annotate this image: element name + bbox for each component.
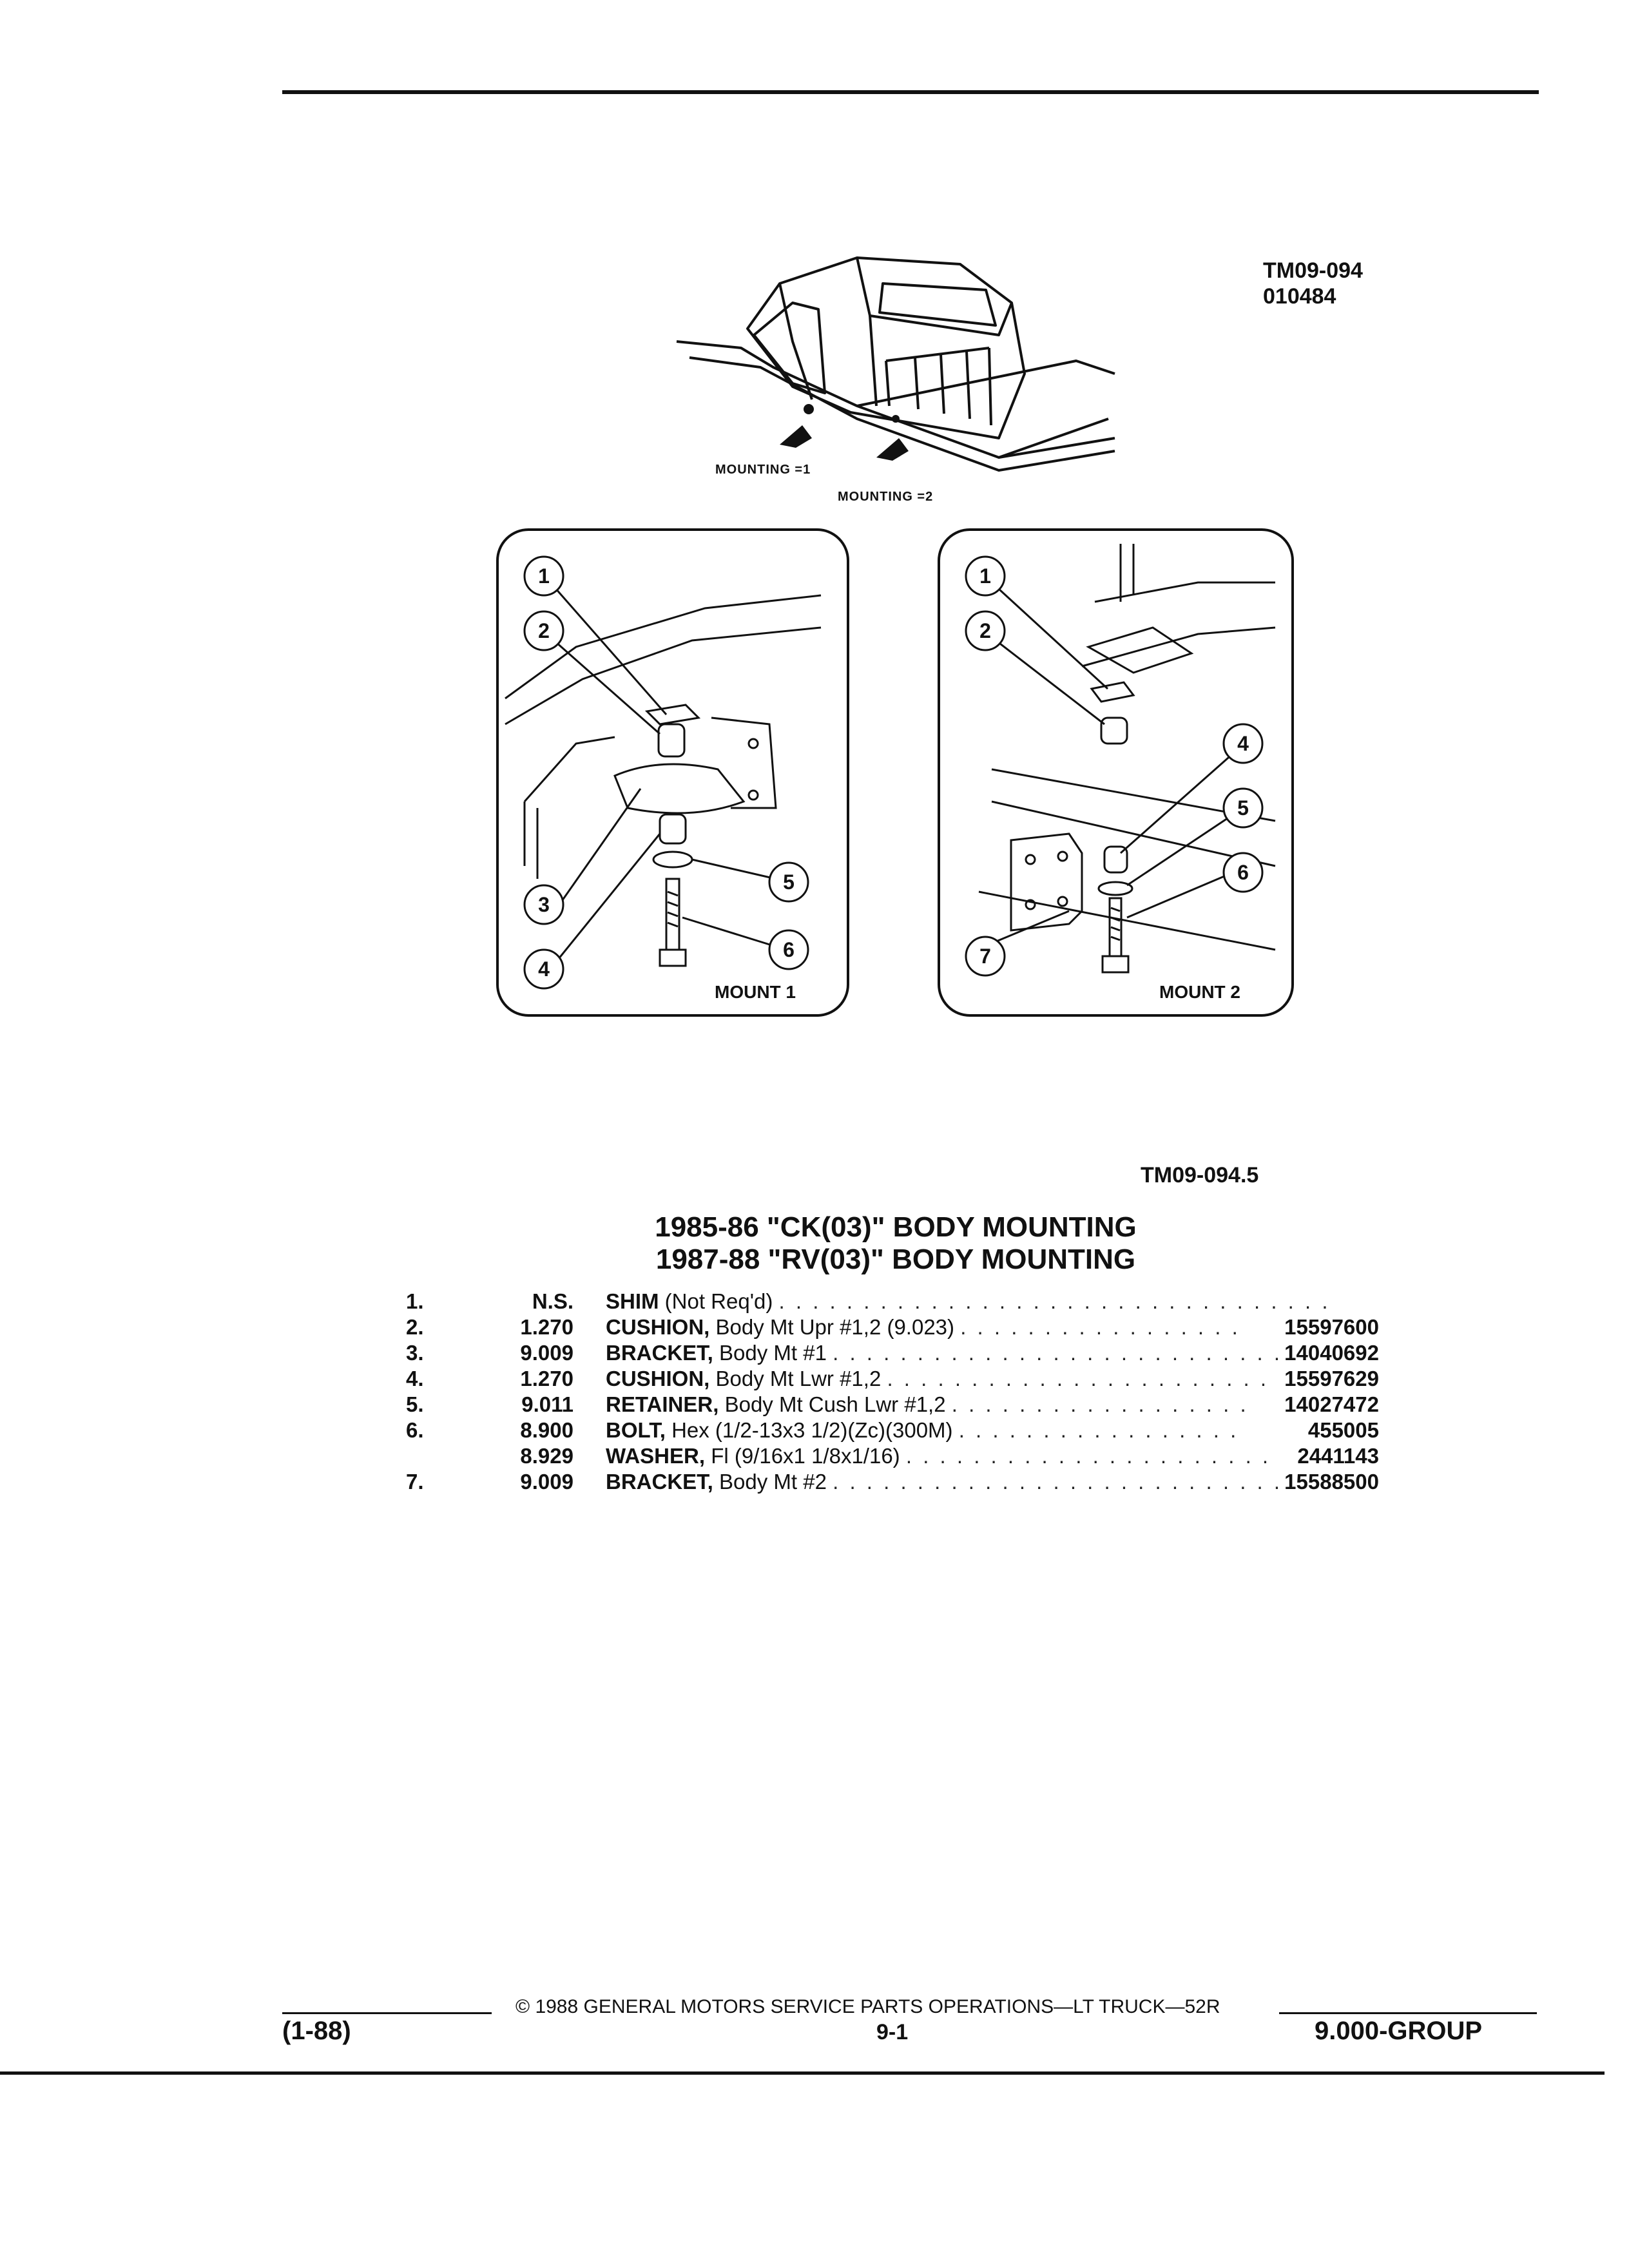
mount-1-callout: 2 — [538, 619, 550, 642]
mounting-1-label: MOUNTING =1 — [715, 463, 811, 477]
mount-2-callout: 6 — [1237, 861, 1249, 884]
part-number: 455005 — [1307, 1418, 1379, 1442]
mount-1-callout: 5 — [783, 870, 795, 894]
table-row: 6. 8.900 BOLT, Hex (1/2-13x3 1/2)(Zc)(300M) . . . . . . . . . . . . . . . . . 455005 — [406, 1418, 1379, 1442]
footer-rule-right — [1279, 2012, 1537, 2014]
mount-1-callout: 6 — [783, 938, 795, 961]
part-detail: Body Mt Lwr #1,2 — [715, 1367, 882, 1390]
part-number: 14027472 — [1284, 1392, 1379, 1416]
part-index: 5. — [406, 1392, 424, 1416]
overview-figure-code: TM09-094 — [1263, 258, 1363, 283]
mounting-2-arrow-icon — [876, 438, 909, 461]
part-group: 8.929 — [520, 1444, 574, 1468]
part-detail: Body Mt #2 — [719, 1470, 827, 1494]
part-name: CUSHION, — [606, 1315, 710, 1339]
mounting-1-arrow-icon — [780, 425, 812, 448]
table-row: 4. 1.270 CUSHION, Body Mt Lwr #1,2 . . . . . . . . . . . . . . . . . . . . . . . 15597629 — [406, 1367, 1379, 1390]
mount-1-exploded-illustration — [499, 531, 847, 1014]
part-number: 14040692 — [1284, 1341, 1379, 1365]
table-row: 3. 9.009 BRACKET, Body Mt #1 . . . . . . . . . . . . . . . . . . . . . . . . . . . . 14040692 — [406, 1341, 1379, 1365]
part-detail: Hex (1/2-13x3 1/2)(Zc)(300M) — [671, 1418, 953, 1442]
part-group: 1.270 — [520, 1367, 574, 1390]
part-name: SHIM — [606, 1289, 659, 1313]
footer-rule-left — [282, 2012, 492, 2014]
table-row: 7. 9.009 BRACKET, Body Mt #2 . . . . . . . . . . . . . . . . . . . . . . . . . . . . 15588500 — [406, 1470, 1379, 1494]
part-number: 15597629 — [1284, 1367, 1379, 1390]
mount-2-detail-panel — [938, 528, 1294, 1017]
mount-2-callout: 4 — [1237, 732, 1249, 755]
table-row: 5. 9.011 RETAINER, Body Mt Cush Lwr #1,2 . . . . . . . . . . . . . . . . . . 14027472 — [406, 1392, 1379, 1416]
part-name: CUSHION, — [606, 1367, 710, 1390]
part-index: 1. — [406, 1289, 424, 1313]
detail-figure-code: TM09-094.5 — [1141, 1163, 1259, 1187]
part-index: 6. — [406, 1418, 424, 1442]
bottom-page-rule — [0, 2071, 1605, 2075]
part-index: 2. — [406, 1315, 424, 1339]
part-index: 7. — [406, 1470, 424, 1494]
table-row: 8.929 WASHER, Fl (9/16x1 1/8x1/16) . . . . . . . . . . . . . . . . . . . . . . 2441143 — [361, 1443, 1392, 1469]
mount-1-label: MOUNT 1 — [715, 982, 796, 1002]
mount-2-callout: 2 — [979, 619, 991, 642]
footer-copyright: © 1988 GENERAL MOTORS SERVICE PARTS OPERATIONS—LT TRUCK—52R — [516, 1996, 1220, 2017]
mount-1-callout: 4 — [538, 957, 550, 981]
table-row: 1. N.S. SHIM (Not Req'd) . . . . . . . . . . . . . . . . . . . . . . . . . . . . . . . . . — [406, 1289, 1331, 1313]
header-rule — [282, 90, 1539, 94]
part-detail: Body Mt Cush Lwr #1,2 — [724, 1392, 946, 1416]
mount-2-exploded-illustration — [940, 531, 1291, 1014]
part-number: 15597600 — [1284, 1315, 1379, 1339]
mounting-2-label: MOUNTING =2 — [838, 490, 934, 504]
part-number: 2441143 — [1297, 1444, 1379, 1468]
part-name: WASHER, — [606, 1444, 706, 1468]
mount-2-label: MOUNT 2 — [1159, 982, 1240, 1002]
part-group: 8.900 — [520, 1418, 574, 1442]
part-detail: Fl (9/16x1 1/8x1/16) — [711, 1444, 900, 1468]
mount-2-callout: 7 — [979, 945, 991, 968]
part-detail: Body Mt Upr #1,2 (9.023) — [715, 1315, 955, 1339]
mount-1-detail-panel — [496, 528, 849, 1017]
part-group: N.S. — [532, 1289, 574, 1313]
part-name: BRACKET, — [606, 1341, 713, 1365]
part-detail: Body Mt #1 — [719, 1341, 827, 1365]
mount-1-callout: 1 — [538, 564, 550, 588]
footer-group: 9.000-GROUP — [1315, 2017, 1483, 2045]
footer-revision: (1-88) — [282, 2017, 351, 2045]
part-index: 3. — [406, 1341, 424, 1365]
part-group: 1.270 — [520, 1315, 574, 1339]
part-group: 9.009 — [520, 1470, 574, 1494]
part-name: BOLT, — [606, 1418, 666, 1442]
mount-2-callout: 1 — [979, 564, 991, 588]
footer-page-number: 9-1 — [876, 2020, 909, 2044]
part-number: 15588500 — [1284, 1470, 1379, 1494]
section-title: 1985-86 "CK(03)" BODY MOUNTING — [655, 1211, 1137, 1243]
part-name: BRACKET, — [606, 1470, 713, 1494]
mount-1-callout: 3 — [538, 893, 550, 916]
section-title: 1987-88 "RV(03)" BODY MOUNTING — [655, 1244, 1136, 1275]
part-group: 9.009 — [520, 1341, 574, 1365]
table-row: 2. 1.270 CUSHION, Body Mt Upr #1,2 (9.023) . . . . . . . . . . . . . . . . . 15597600 — [406, 1315, 1379, 1339]
part-index: 4. — [406, 1367, 424, 1390]
mount-2-callout: 5 — [1237, 796, 1249, 820]
part-name: RETAINER, — [606, 1392, 719, 1416]
part-detail: (Not Req'd) — [664, 1289, 773, 1313]
parts-list — [361, 1289, 1392, 1495]
part-group: 9.011 — [521, 1392, 574, 1416]
overview-figure-number: 010484 — [1263, 284, 1336, 309]
